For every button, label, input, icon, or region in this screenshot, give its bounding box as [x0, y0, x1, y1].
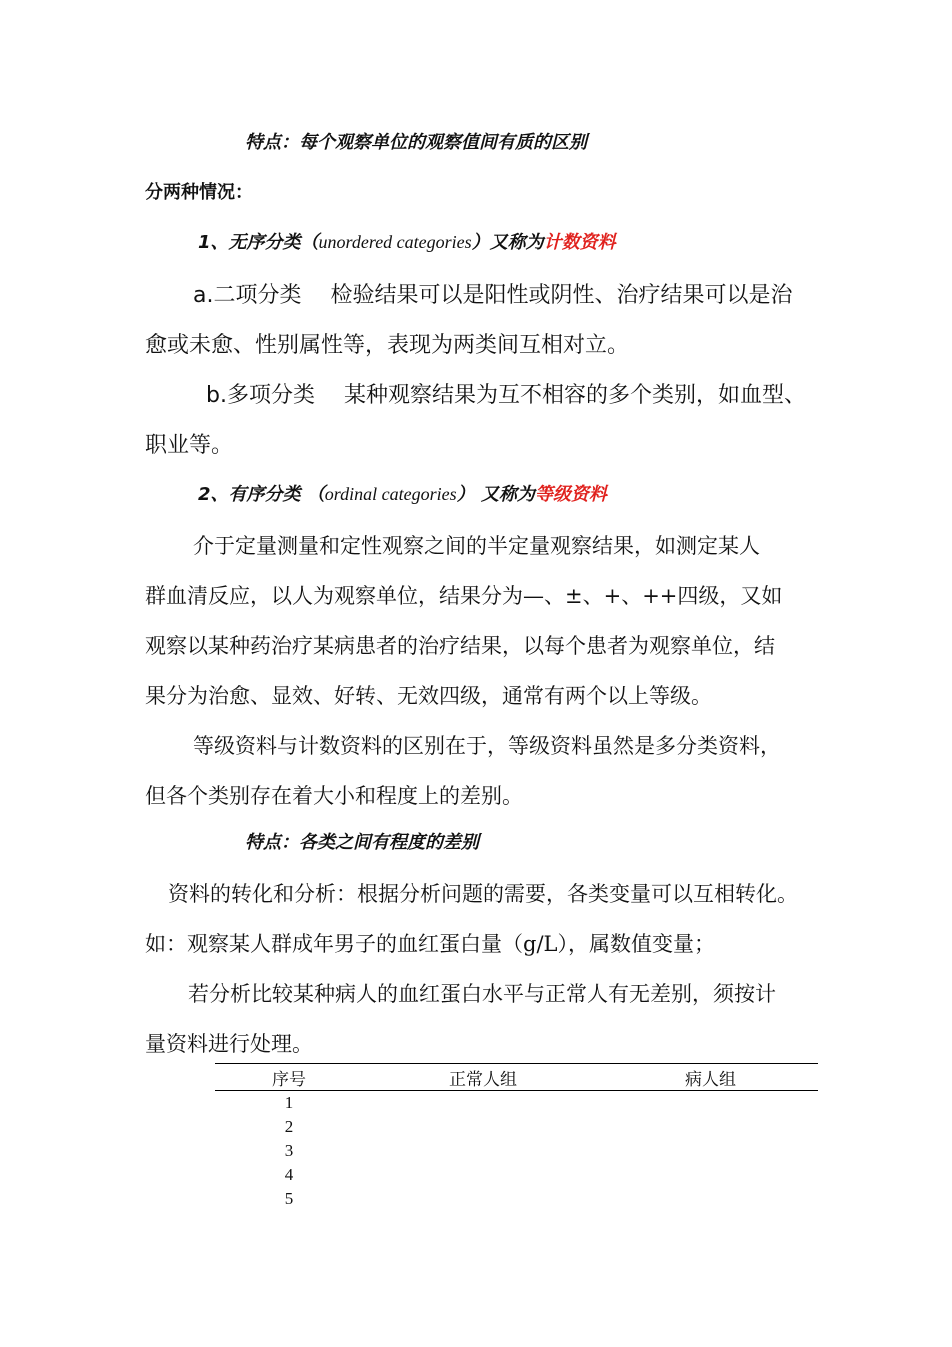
table-row — [215, 1187, 818, 1211]
heading2-text: 各类之间有程度的差别 — [299, 832, 479, 853]
header-patient-group: 病人组 — [685, 1069, 736, 1089]
para-f-line1: 若分析比较某种病人的血红蛋白水平与正常人有无差别，须按计 — [188, 982, 776, 1006]
para-c-line2: 群血清反应，以人为观察单位，结果分为—、±、+、++四级，又如 — [145, 584, 783, 608]
para-e-line2: 如：观察某人群成年男子的血红蛋白量（g/L），属数值变量； — [145, 932, 715, 956]
section2-suffix: ） 又称为 — [456, 484, 535, 505]
row-index: 4 — [284, 1165, 294, 1184]
intro-text: 分两种情况： — [145, 182, 253, 203]
heading-characteristic-1 — [245, 128, 587, 154]
para-a-line2: 愈或未愈、性别属性等，表现为两类间互相对立。 — [145, 333, 630, 358]
data-table — [215, 1063, 818, 1211]
section1-prefix: 1、无序分类（ — [198, 232, 319, 253]
para-f-line2: 量资料进行处理。 — [145, 1032, 313, 1056]
header-index: 序号 — [272, 1069, 306, 1089]
table-header-row — [215, 1064, 818, 1091]
heading2-label: 特点： — [245, 832, 299, 853]
table-row — [215, 1091, 818, 1116]
heading-label: 特点： — [245, 132, 299, 153]
heading-characteristic-2 — [245, 828, 479, 854]
para-c-line4: 果分为治愈、显效、好转、无效四级，通常有两个以上等级。 — [145, 684, 712, 708]
row-index: 3 — [284, 1141, 294, 1160]
section1-highlight: 计数资料 — [543, 232, 616, 253]
section1-english: unordered categories — [318, 232, 472, 252]
row-index: 2 — [284, 1117, 294, 1136]
row-index: 5 — [284, 1189, 294, 1208]
header-normal-group: 正常人组 — [449, 1069, 517, 1089]
section1-suffix: ）又称为 — [471, 232, 544, 253]
table-row — [215, 1163, 818, 1187]
section2-highlight: 等级资料 — [534, 484, 607, 505]
para-a-line1: a.二项分类 检验结果可以是阳性或阴性、治疗结果可以是治 — [193, 283, 793, 308]
table-row — [215, 1115, 818, 1139]
para-b-line1: b.多项分类 某种观察结果为互不相容的多个类别，如血型、 — [206, 383, 806, 408]
para-d-line1: 等级资料与计数资料的区别在于，等级资料虽然是多分类资料， — [193, 734, 781, 758]
heading-text: 每个观察单位的观察值间有质的区别 — [299, 132, 587, 153]
para-c-line3: 观察以某种药治疗某病患者的治疗结果，以每个患者为观察单位，结 — [145, 634, 775, 658]
section-unordered — [198, 228, 616, 254]
section-ordinal — [198, 480, 607, 506]
para-c-line1: 介于定量测量和定性观察之间的半定量观察结果，如测定某人 — [193, 534, 760, 558]
para-e-line1: 资料的转化和分析：根据分析问题的需要，各类变量可以互相转化。 — [168, 882, 798, 906]
para-d-line2: 但各个类别存在着大小和程度上的差别。 — [145, 784, 523, 808]
row-index: 1 — [284, 1093, 294, 1112]
table-row — [215, 1139, 818, 1163]
para-b-line2: 职业等。 — [145, 433, 234, 458]
section2-prefix: 2、有序分类 （ — [198, 484, 325, 505]
section2-english: ordinal categories — [324, 484, 457, 504]
